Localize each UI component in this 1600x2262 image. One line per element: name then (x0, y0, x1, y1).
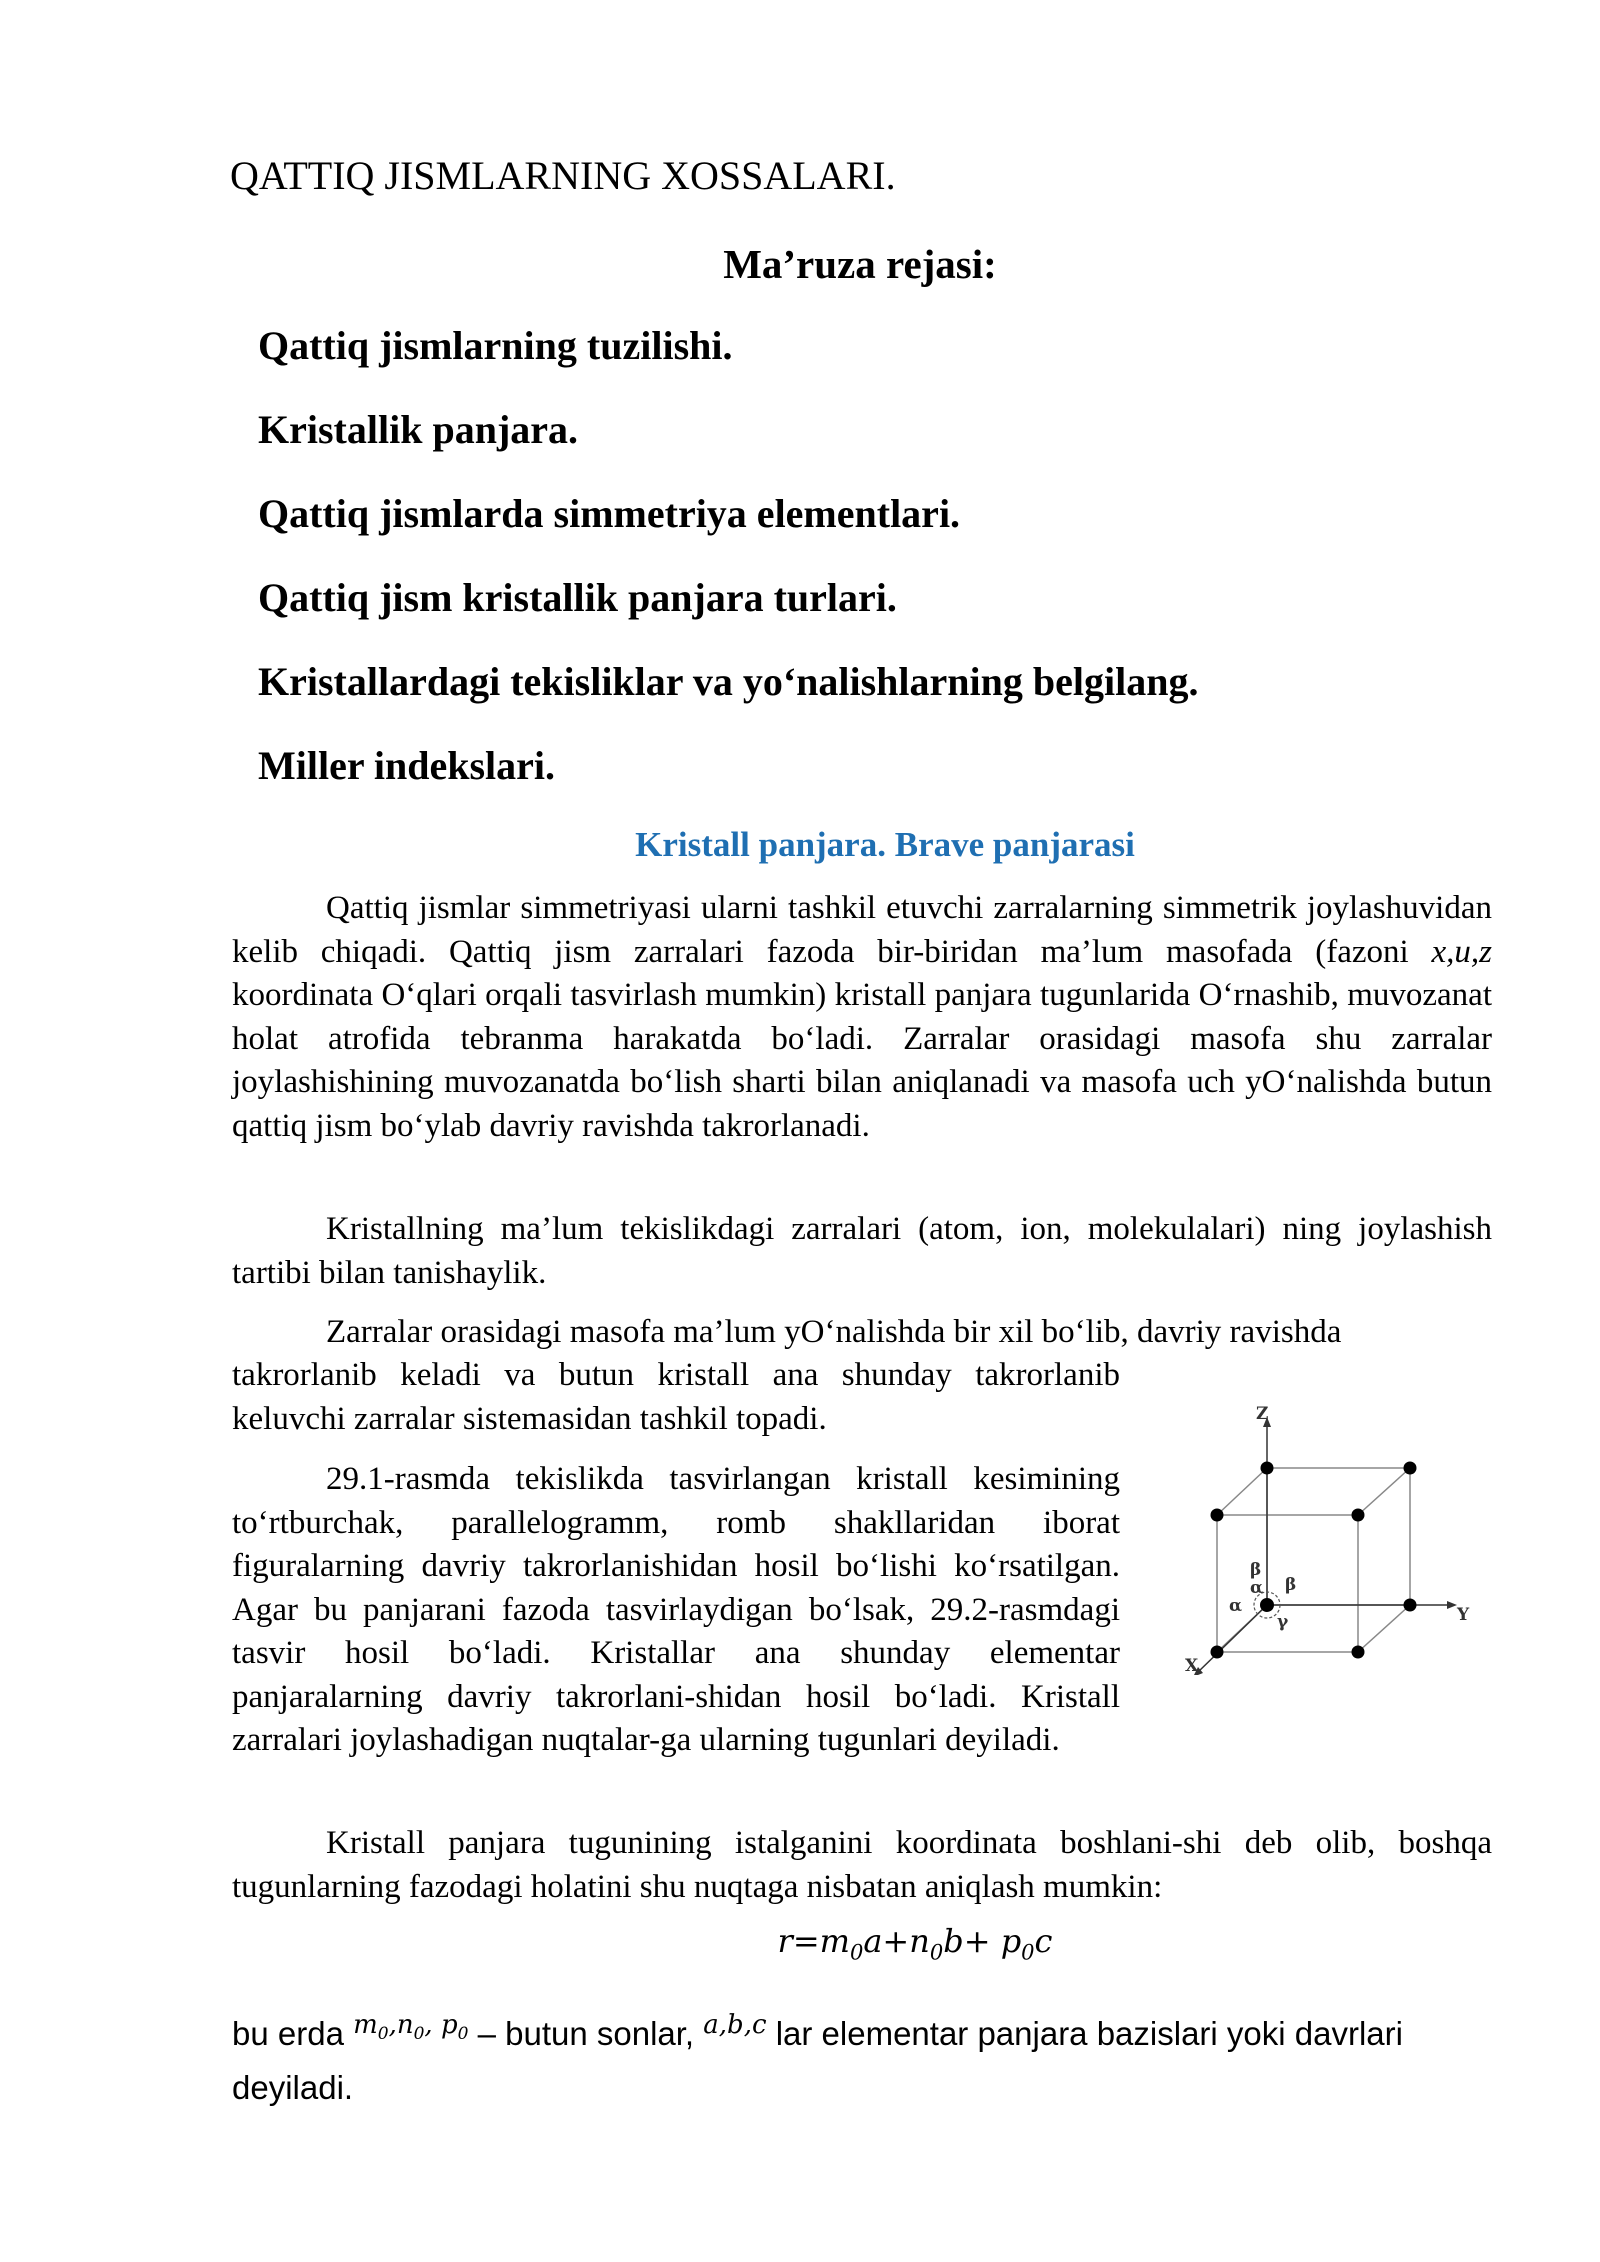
plan-item: Kristallardagi tekisliklar va yo‘nalishlarning belgilang. (258, 659, 1199, 704)
formula-part: c (1034, 1922, 1053, 1960)
plan-item: Qattiq jismlarda simmetriya elementlari. (258, 491, 961, 536)
angle-label: β (1285, 1575, 1297, 1595)
text: – butun sonlar, (468, 2015, 704, 2052)
paragraph-3-rest: takrorlanib keladi va butun kristall ana shunday takrorlanib keluvchi zarralar sistemasidan tashkil topadi. (232, 1357, 1120, 1437)
formula-sub: 0 (849, 1940, 864, 1965)
text: Qattiq jismlar simmetriyasi ularni tashkil etuvchi zarralarning simmetrik joylashuvidan kelib chiqadi. Qattiq jism zarralari fazoda bir-biridan ma’lum masofada (fazoni (232, 890, 1492, 970)
plan-item: Miller indekslari. (258, 743, 556, 788)
axis-label-z: Z (1256, 1405, 1269, 1424)
text: koordinata O‘qlari orqali tasvirlash mumkin) kristall panjara tugunlarida O‘rnashib, muvozanat holat atrofida tebranma harakatda bo‘ladi. Zarralar orasidagi masofa shu zarralar joylashishining muvozanatda bo‘lish sharti bilan aniqlanadi va masofa uch yO‘nalishda butun qattiq jism bo‘ylab davriy ravishda takrorlanadi. (232, 977, 1492, 1144)
paragraph-1 (232, 887, 1492, 1148)
angle-label: α (1229, 1596, 1243, 1616)
plan-item: Qattiq jism kristallik panjara turlari. (258, 575, 897, 620)
formula-part: b+ p (943, 1922, 1022, 1960)
paragraph-5: Kristall panjara tugunining istalganini koordinata boshlani-shi deb olib, boshqa tugunlarning fazodagi holatini shu nuqtaga nisbatan aniqlash mumkin: (232, 1825, 1492, 1905)
lattice-node (1404, 1462, 1417, 1475)
lattice-vector-formula (0, 1922, 1600, 1964)
paragraph-3-line-1: Zarralar orasidagi masofa ma’lum yO‘nalishda bir xil bo‘lib, davriy ravishda (326, 1314, 1342, 1350)
math-basis: a,b,c (703, 2010, 767, 2040)
angle-label: β (1250, 1560, 1262, 1580)
lattice-node (1211, 1509, 1224, 1522)
angle-label: α (1250, 1578, 1264, 1598)
lattice-node (1404, 1599, 1417, 1612)
y-arrow-icon (1447, 1601, 1457, 1609)
lattice-node (1352, 1646, 1365, 1659)
text: lar elementar panjara bazislari yoki davrlari deyiladi. (232, 2015, 1403, 2107)
formula-part: r=m (777, 1922, 850, 1960)
lattice-node (1352, 1509, 1365, 1522)
axis-label-y: Y (1457, 1605, 1470, 1625)
angle-label: γ (1277, 1612, 1289, 1632)
cell-edge (1358, 1605, 1410, 1652)
plan-heading: Ma’ruza rejasi: (723, 241, 997, 287)
coordinates: x,u,z (1431, 933, 1492, 970)
lattice-node (1211, 1646, 1224, 1659)
plan-item: Kristallik panjara. (258, 407, 579, 452)
section-title: Kristall panjara. Brave panjarasi (635, 825, 1135, 864)
unit-cell-figure (1185, 1405, 1485, 1675)
bottom-paragraph (232, 1998, 1492, 2115)
lattice-node (1261, 1462, 1274, 1475)
formula-sub: 0 (929, 1940, 944, 1965)
cell-edge (1358, 1468, 1410, 1515)
paragraph-4: 29.1-rasmda tekislikda tasvirlangan kristall kesimining to‘rtburchak, parallelogramm, romb shakllaridan iborat figuralarning davriy takrorlanishidan hosil bo‘lishi ko‘rsatilgan. Agar bu panjarani fazoda tasvirlaydigan bo‘lsak, 29.2-rasmdagi tasvir hosil bo‘ladi. Kristallar ana shunday elementar panjaralarning davriy takrorlani-shidan hosil bo‘ladi. Kristall zarralari joylashadigan nuqtalar-ga ularning tugunlari deyiladi. (232, 1461, 1120, 1758)
cell-edge (1217, 1468, 1267, 1515)
formula-sub: 0 (1021, 1940, 1035, 1965)
plan-item: Qattiq jismlarning tuzilishi. (258, 323, 733, 368)
document-title: QATTIQ JISMLARNING XOSSALARI. (230, 153, 896, 198)
axis-label-x: X (1185, 1656, 1199, 1675)
paragraph-2: Kristallning ma’lum tekislikdagi zarralari (atom, ion, molekulalari) ning joylashish tartibi bilan tanishaylik. (232, 1211, 1492, 1291)
text: bu erda (232, 2015, 354, 2052)
lattice-node (1260, 1598, 1274, 1612)
math-integers: m0,n0, p0 (353, 2010, 469, 2045)
formula-part: a+n (863, 1922, 930, 1960)
